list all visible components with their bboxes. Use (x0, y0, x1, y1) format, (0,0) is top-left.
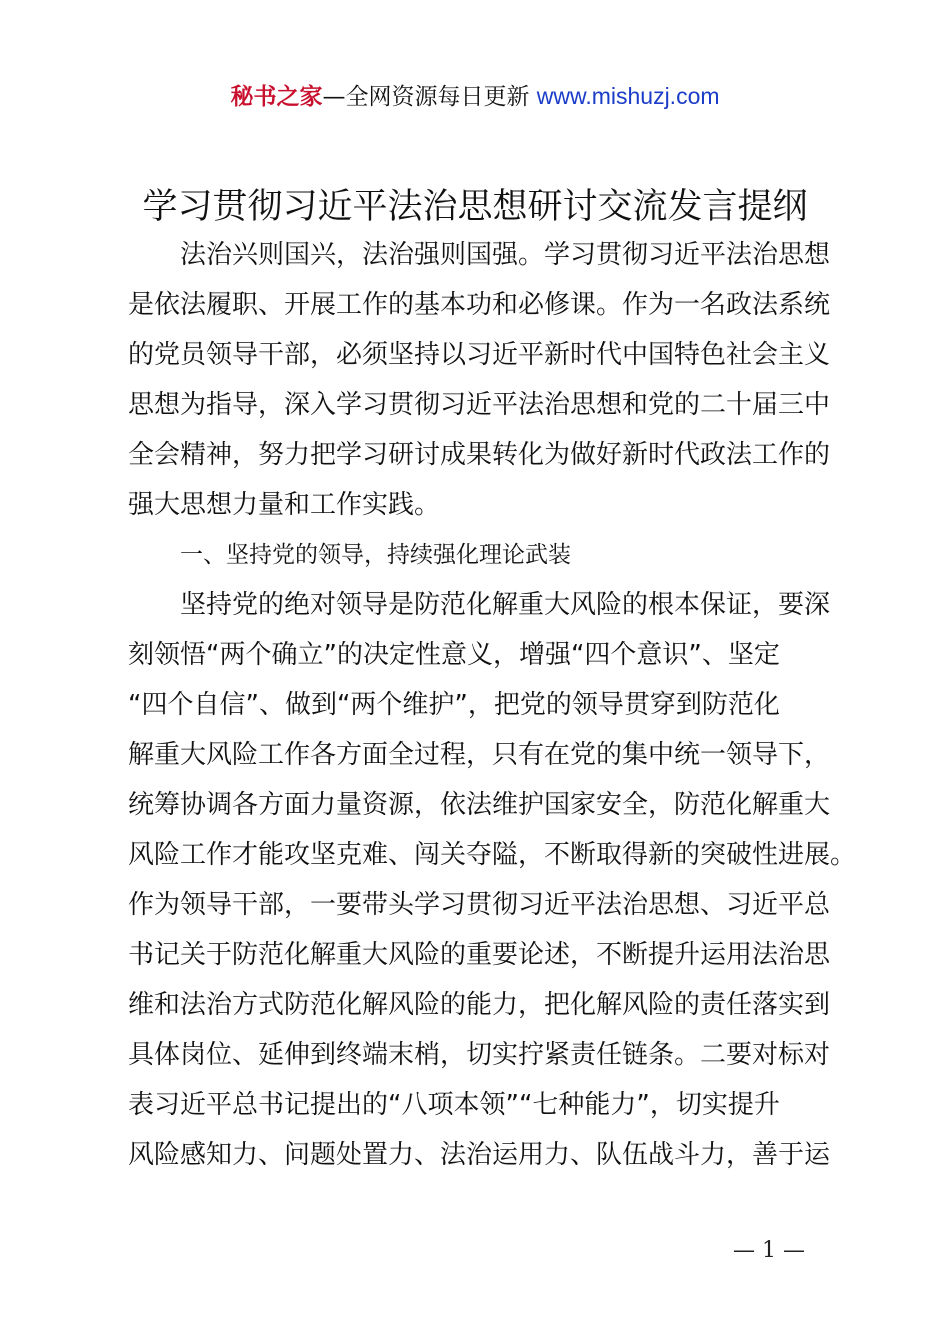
section-heading: 一、坚持党的领导，持续强化理论武装 (180, 542, 571, 568)
site-banner (0, 80, 950, 113)
paragraph-line: 解重大风险工作各方面全过程，只有在党的集中统一领导下， (128, 740, 831, 770)
paragraph-line: 风险工作才能攻坚克难、闯关夺隘，不断取得新的突破性进展。 (128, 840, 857, 870)
paragraph-line: 书记关于防范化解重大风险的重要论述，不断提升运用法治思 (128, 940, 831, 970)
paragraph-line: 维和法治方式防范化解风险的能力，把化解风险的责任落实到 (128, 990, 831, 1020)
paragraph-line: 强大思想力量和工作实践。 (128, 490, 441, 520)
site-slogan: 全网资源每日更新 (345, 84, 530, 110)
paragraph-line: 刻领悟“两个确立”的决定性意义，增强“四个意识”、坚定 (128, 640, 780, 670)
document-body (128, 230, 857, 1180)
paragraph-line: 风险感知力、问题处置力、法治运用力、队伍战斗力，善于运 (128, 1140, 831, 1170)
paragraph-line: 是依法履职、开展工作的基本功和必修课。作为一名政法系统 (128, 290, 831, 320)
paragraph-line: 思想为指导，深入学习贯彻习近平法治思想和党的二十届三中 (128, 390, 831, 420)
paragraph-line: 具体岗位、延伸到终端末梢，切实拧紧责任链条。二要对标对 (128, 1040, 831, 1070)
site-url-link[interactable]: www.mishuzj.com (536, 83, 720, 109)
document-title: 学习贯彻习近平法治思想研讨交流发言提纲 (142, 187, 808, 227)
paragraph-line: 全会精神，努力把学习研讨成果转化为做好新时代政法工作的 (128, 440, 831, 470)
paragraph-line: 统筹协调各方面力量资源，依法维护国家安全，防范化解重大 (128, 790, 831, 820)
paragraph-line: 的党员领导干部，必须坚持以习近平新时代中国特色社会主义 (128, 340, 831, 370)
page-number: — 1 — (733, 1238, 805, 1263)
paragraph-line: 法治兴则国兴，法治强则国强。学习贯彻习近平法治思想 (180, 240, 831, 270)
paragraph-line: 表习近平总书记提出的“八项本领”“七种能力”，切实提升 (128, 1090, 780, 1120)
site-brand: 秘书之家 (230, 84, 323, 110)
banner-separator: — (322, 84, 346, 110)
paragraph-line: 坚持党的绝对领导是防范化解重大风险的根本保证，要深 (180, 590, 831, 620)
paragraph-line: 作为领导干部，一要带头学习贯彻习近平法治思想、习近平总 (128, 890, 831, 920)
paragraph-line: “四个自信”、做到“两个维护”，把党的领导贯穿到防范化 (128, 690, 780, 720)
